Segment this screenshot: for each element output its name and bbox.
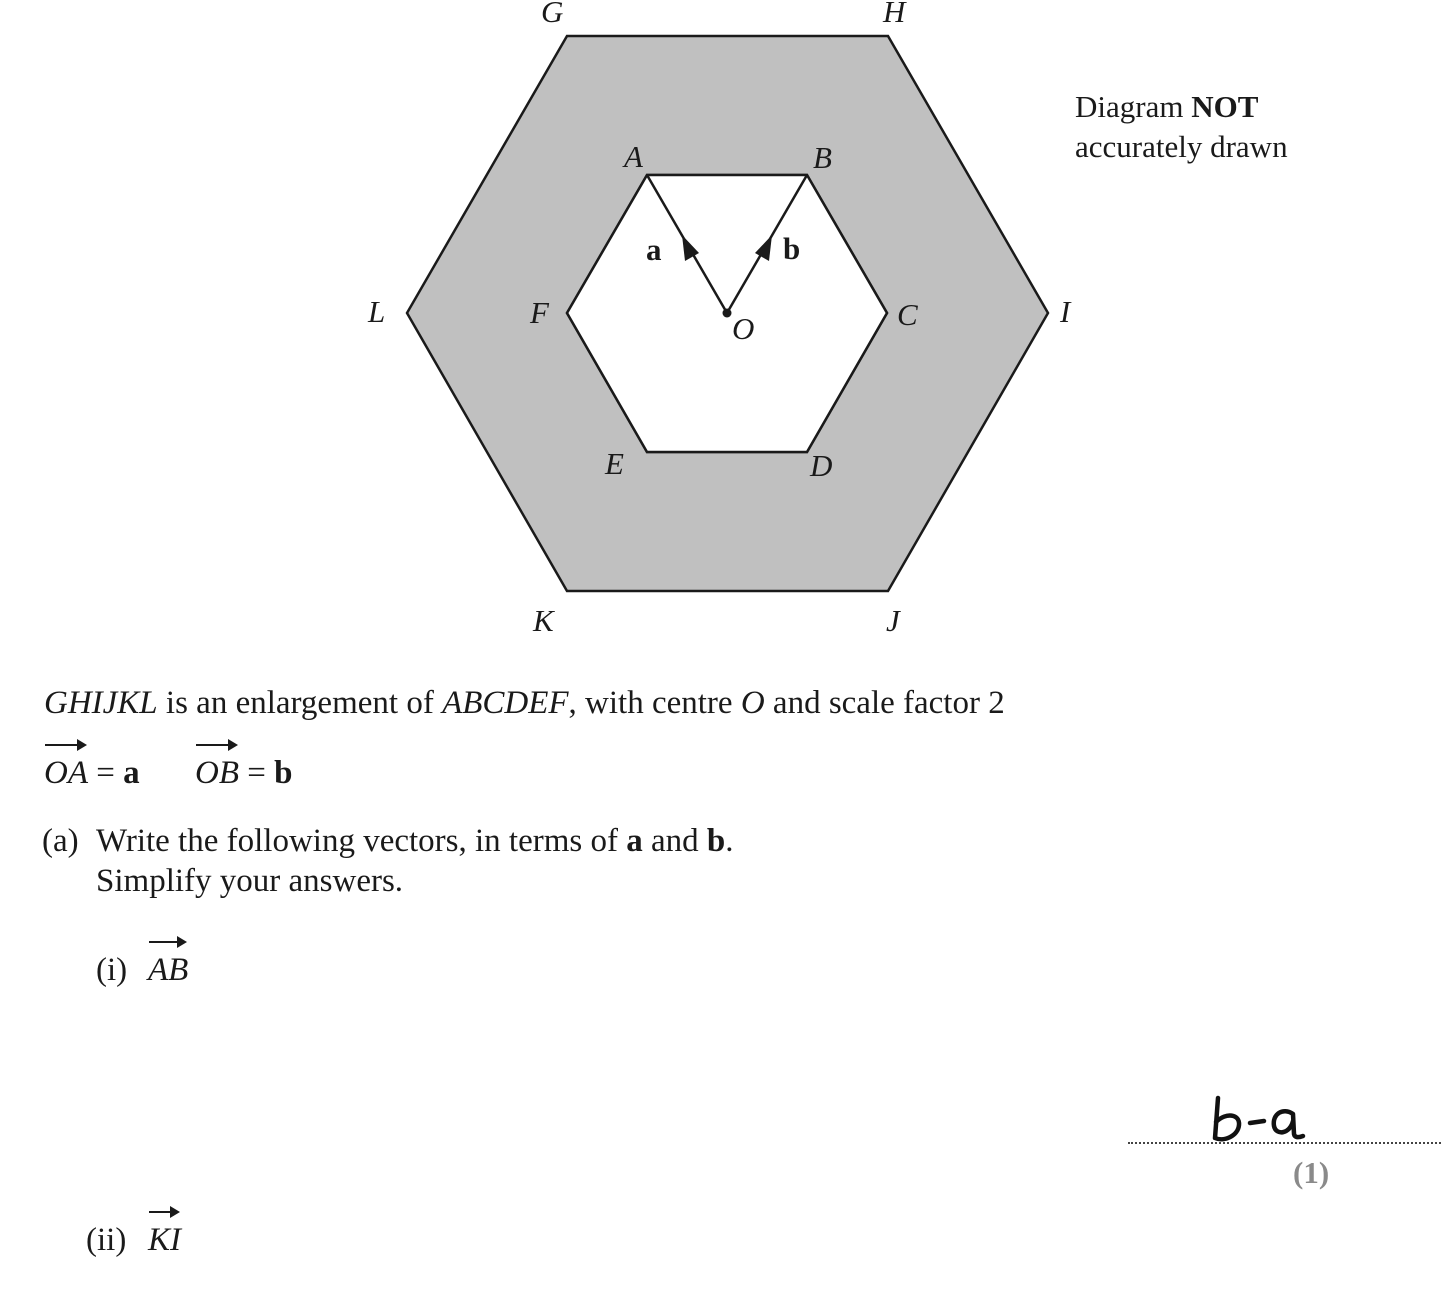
vector-label-a: a [646,232,662,267]
handwritten-answer-i [1208,1088,1313,1148]
marks-i: (1) [1293,1155,1330,1190]
question-a-vector: a [626,823,643,859]
note-line-2: accurately drawn [1075,129,1288,164]
vertex-label-a: A [624,139,643,174]
statement-text: , with centre [568,685,741,721]
vector-ki-name: KI [148,1222,181,1258]
equals-sign: = [88,755,124,791]
vector-b-value: b [274,755,293,791]
question-a-text [96,823,733,860]
vertex-label-d: D [810,448,833,483]
question-text: . [725,823,734,859]
part-ii-vector [148,1222,181,1259]
question-b-vector: b [706,823,726,859]
centre-name: O [740,685,765,721]
vector-a-value: a [123,755,140,791]
diagram-not-accurate-note [1075,87,1288,167]
vector-ob-name: OB [195,755,239,791]
vertex-label-l: L [368,294,386,329]
vertex-label-f: F [530,295,549,330]
question-a-instruction: Simplify your answers. [96,863,404,899]
vertex-label-o: O [732,311,755,346]
vertex-label-c: C [897,297,918,332]
vector-oa-name: OA [44,755,88,791]
statement-text: is an enlargement of [157,685,443,721]
part-ii-label: (ii) [86,1222,127,1258]
note-text: Diagram [1075,89,1192,124]
vertex-label-h: H [883,0,906,29]
outer-hexagon-name: GHIJKL [44,685,158,721]
centre-point-o [723,309,732,318]
vector-oa-definition [44,755,140,792]
part-i-vector [148,952,188,989]
question-text: and [642,823,707,859]
note-emphasis: NOT [1191,89,1259,124]
enlargement-statement [44,685,1005,722]
vertex-label-k: K [533,603,554,638]
vertex-label-e: E [605,446,624,481]
statement-text: and scale factor 2 [764,685,1005,721]
inner-hexagon-name: ABCDEF [442,685,569,721]
part-i-label: (i) [96,952,128,988]
vertex-label-i: I [1060,294,1071,329]
vector-ob-definition [195,755,292,792]
vertex-label-g: G [541,0,564,29]
question-a-label: (a) [42,823,79,859]
vector-ab-name: AB [148,952,189,988]
vertex-label-b: B [813,140,832,175]
vertex-label-j: J [886,603,900,638]
question-text: Write the following vectors, in terms of [96,823,627,859]
vector-label-b: b [783,231,801,266]
equals-sign: = [239,755,275,791]
